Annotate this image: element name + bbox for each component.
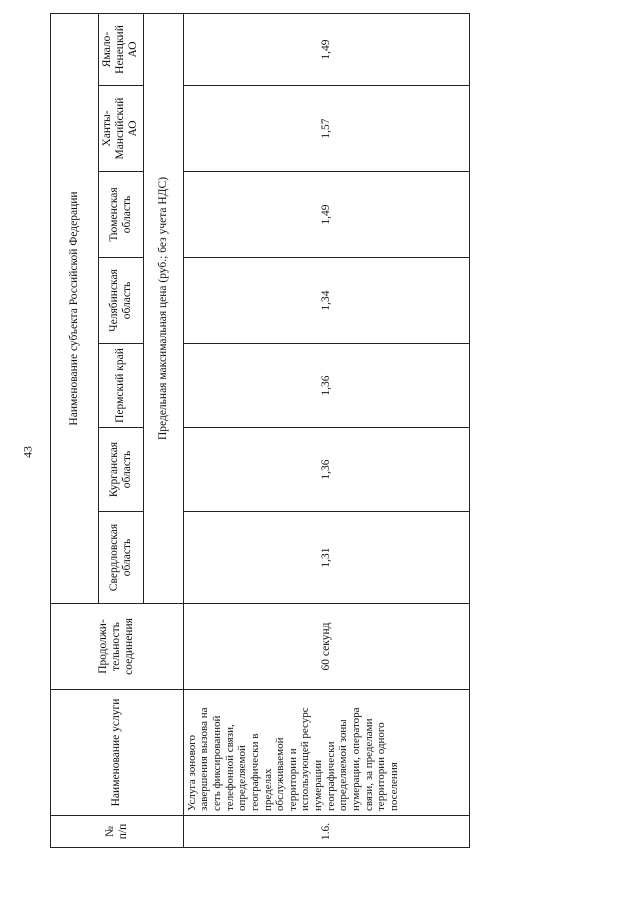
page-number: 43 [20,446,35,458]
header-subject: Наименование субъекта Российской Федерации [51,14,99,604]
header-duration: Продолжи-тельность соединения [51,604,184,690]
price-cell: 1,31 [183,512,469,604]
price-cell: 1,57 [183,86,469,172]
price-cell: 1,49 [183,172,469,258]
price-cell: 1,34 [183,258,469,344]
region-header: Ханты-Мансийский АО [99,86,144,172]
price-cell: 1,36 [183,344,469,428]
header-num: № п/п [51,816,184,848]
header-service: Наименование услуги [51,690,184,816]
row-num: 1.6. [183,816,469,848]
region-header: Пермский край [99,344,144,428]
table-row [183,14,469,848]
row-service: Услуга зонового завершения вызова на сеть фиксированной телефонной связи, определяемой географически в пределах обслуживаемой территории и использующей ресурс нумерации географически определяемой зоны нумерации, оператора связи, за пределами территории одного поселения [183,690,469,816]
tariff-table-sheet [50,14,470,848]
row-duration: 60 секунд [183,604,469,690]
header-price: Предельная максимальная цена (руб.; без учета НДС) [143,14,183,604]
region-header: Курганская область [99,428,144,512]
region-header: Челябинская область [99,258,144,344]
region-header: Тюменская область [99,172,144,258]
tariff-table [50,13,470,848]
region-header: Ямало-Ненецкий АО [99,14,144,86]
price-cell: 1,36 [183,428,469,512]
price-cell: 1,49 [183,14,469,86]
region-header: Свердловская область [99,512,144,604]
